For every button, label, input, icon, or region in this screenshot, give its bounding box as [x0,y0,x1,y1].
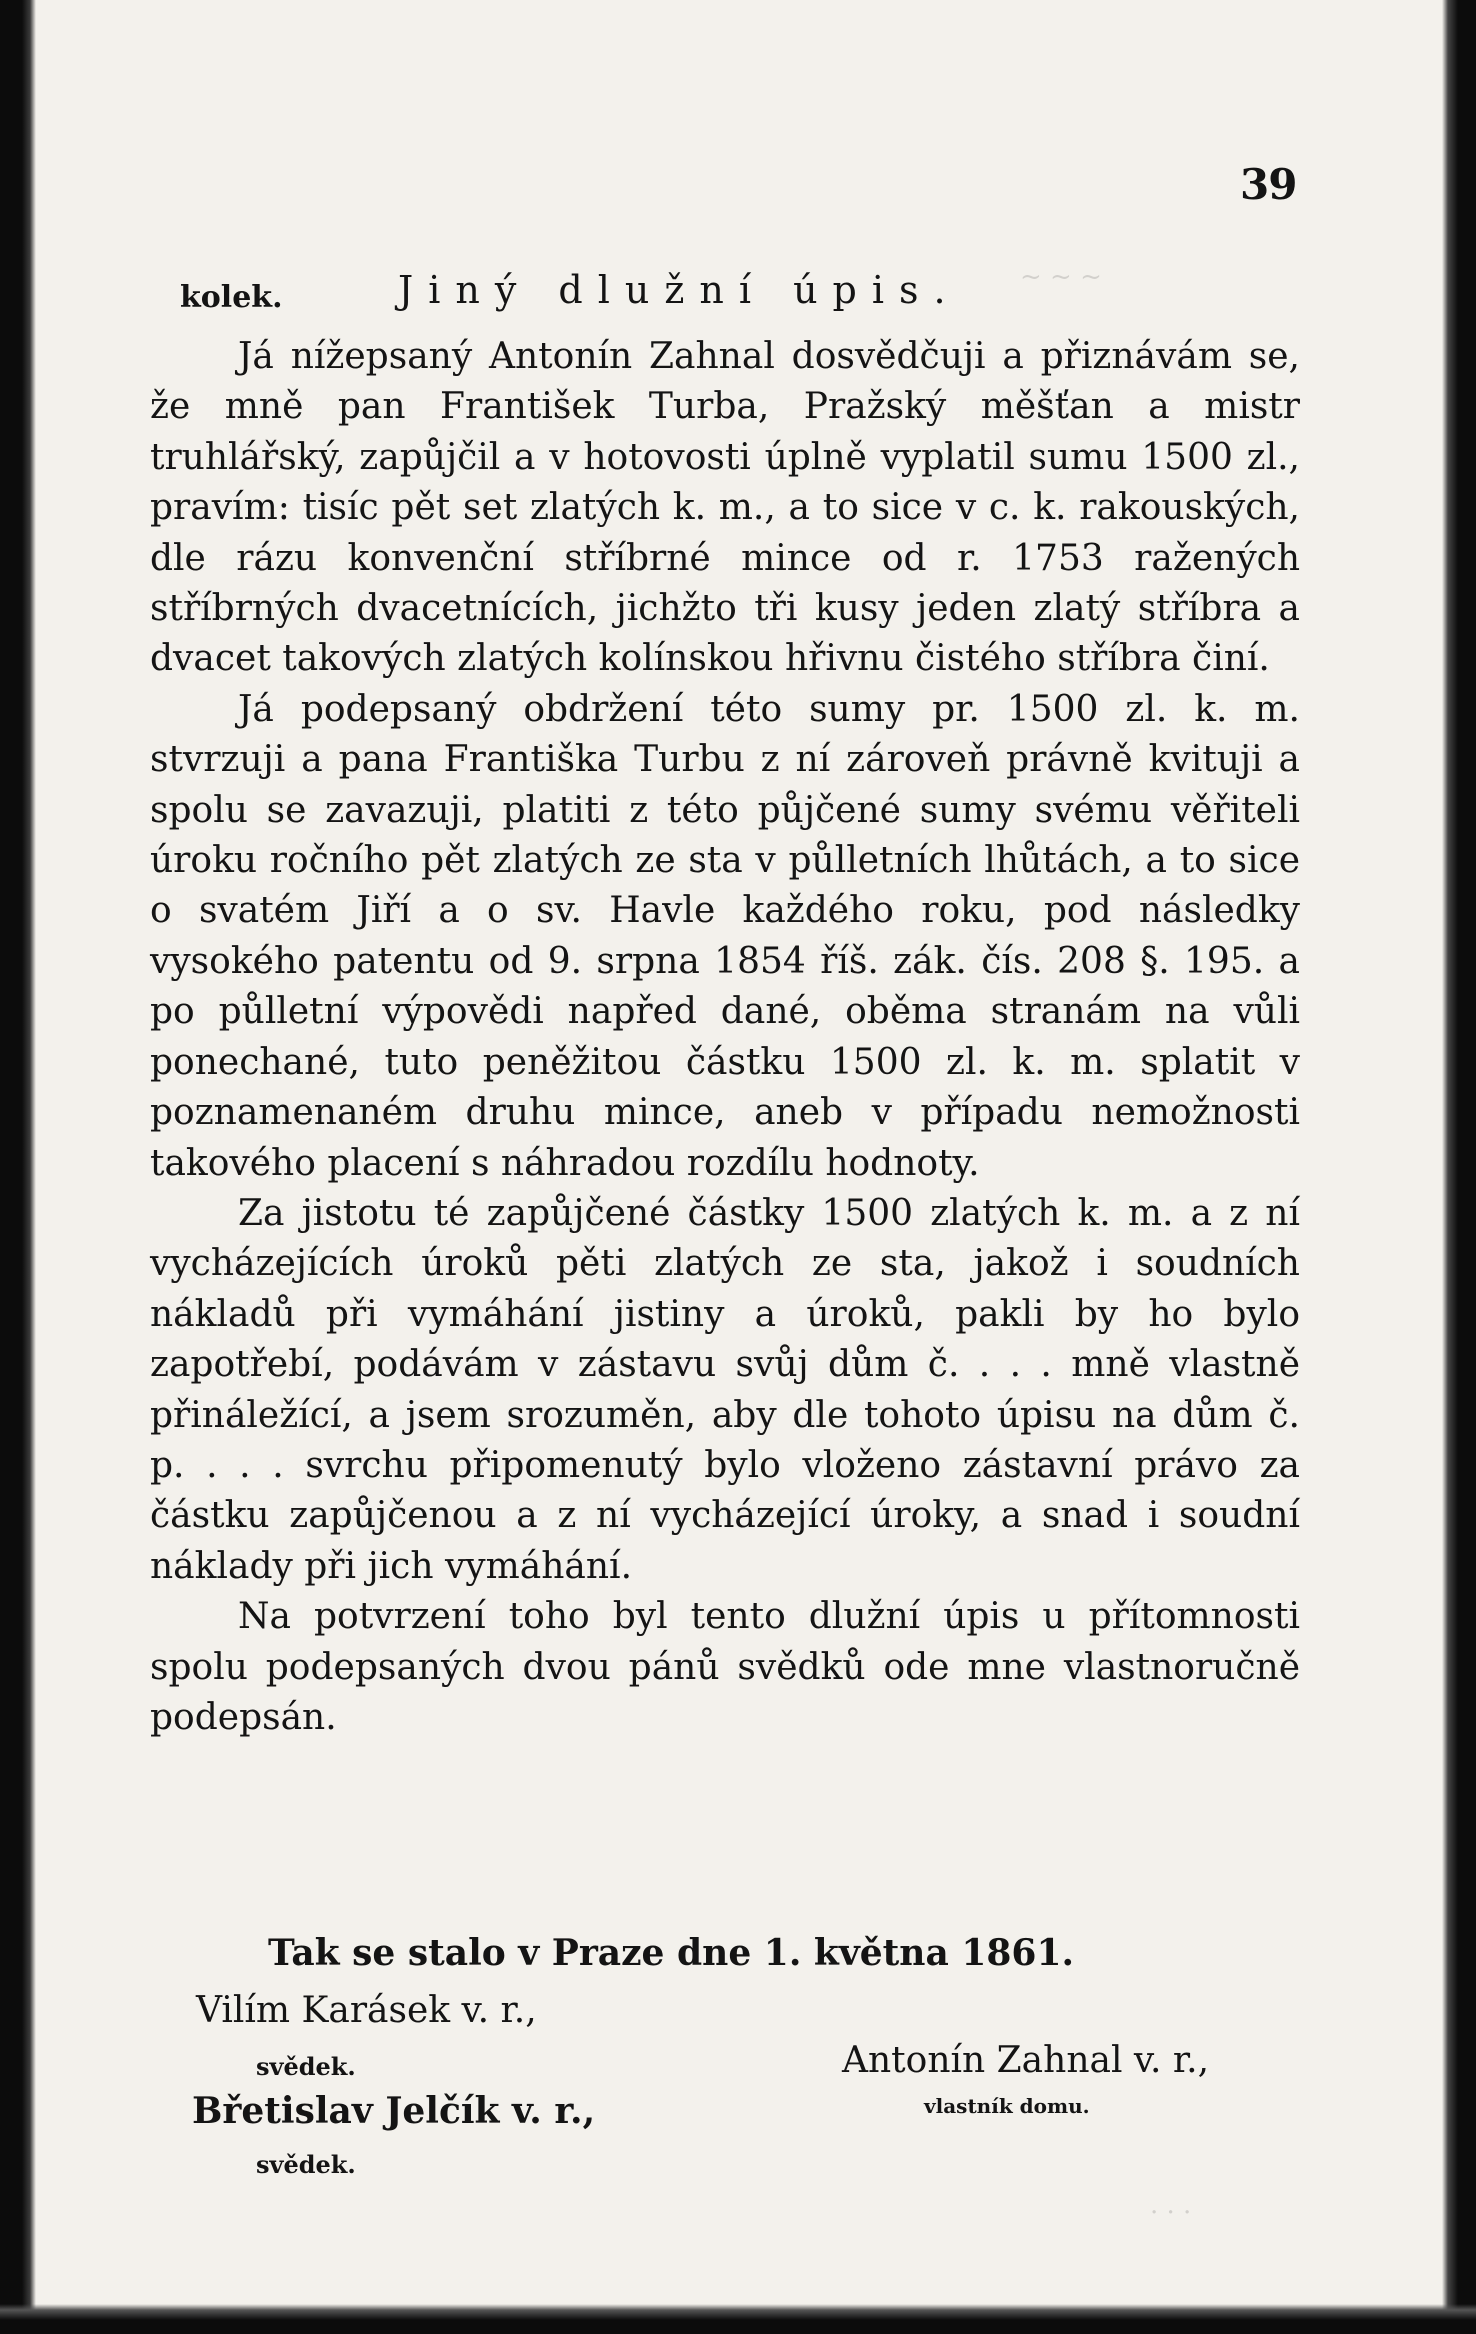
page-number: 39 [1240,160,1297,209]
paragraph-2: Já podepsaný obdržení této sumy pr. 1500 zl. k. m. stvrzuji a pana Františka Turbu z ní zároveň právně kvituji a spolu se zavazuji, platiti z této půjčené sumy svému věřiteli úroku ročního pět zlatých ze sta v půlletních lhůtách, a to sice o svatém Jiří a o sv. Havle každého roku, pod následky vysokého patentu od 9. srpna 1854 říš. zák. čís. 208 §. 195. a po půlletní výpovědi napřed dané, oběma stranám na vůli ponechané, tuto peněžitou částku 1500 zl. k. m. splatit v poznamenaném druhu mince, aneb v případu nemožnosti takového placení s náhradou rozdílu hodnoty. [150,688,1300,1184]
document-body [150,332,1300,1743]
stamp-label: kolek. [180,280,283,315]
debtor-role: vlastník domu. [924,2094,1090,2118]
bleed-through-mark: . . . [1150,2190,1192,2220]
closing-line: Tak se stalo v Praze dne 1. května 1861. [268,1932,1075,1974]
paragraph-4: Na potvrzení toho byl tento dlužní úpis u přítomnosti spolu podepsaných dvou pánů svědků ode mne vlastnoručně podepsán. [150,1596,1300,1738]
paragraph-1: Já nížepsaný Antonín Zahnal dosvědčuji a přiznávám se, že mně pan František Turba, Pražský měšťan a mistr truhlářský, zapůjčil a v hotovosti úplně vyplatil sumu 1500 zl., pravím: tisíc pět set zlatých k. m., a to sice v c. k. rakouských, dle rázu konvenční stříbrné mince od r. 1753 ražených stříbrných dvacetnících, jichžto tři kusy jeden zlatý stříbra a dvacet takových zlatých kolínskou hřivnu čistého stříbra činí. [150,336,1300,680]
bleed-through-mark: ~ ~ ~ [1020,262,1102,292]
witness-2-name: Břetislav Jelčík v. r., [192,2090,596,2132]
witness-1-name: Vilím Karásek v. r., [196,1990,537,2031]
witness-2-role: svědek. [256,2150,356,2179]
scan-border-bottom [0,2304,1476,2334]
scan-border-right [1442,0,1476,2334]
scan-border-left [0,0,36,2334]
debtor-name: Antonín Zahnal v. r., [842,2040,1210,2081]
document-title: Jiný dlužní úpis. [398,268,961,312]
witness-1-role: svědek. [256,2052,356,2081]
paragraph-3: Za jistotu té zapůjčené částky 1500 zlatých k. m. a z ní vycházejících úroků pěti zlatých ze sta, jakož i soudních nákladů při vymáhání jistiny a úroků, pakli by ho bylo zapotřebí, podávám v zástavu svůj dům č. . . . mně vlastně přináležící, a jsem srozuměn, aby dle tohoto úpisu na dům č. p. . . . svrchu připomenutý bylo vloženo zástavní právo za částku zapůjčenou a z ní vycházející úroky, a snad i soudní náklady při jich vymáhání. [150,1192,1300,1587]
